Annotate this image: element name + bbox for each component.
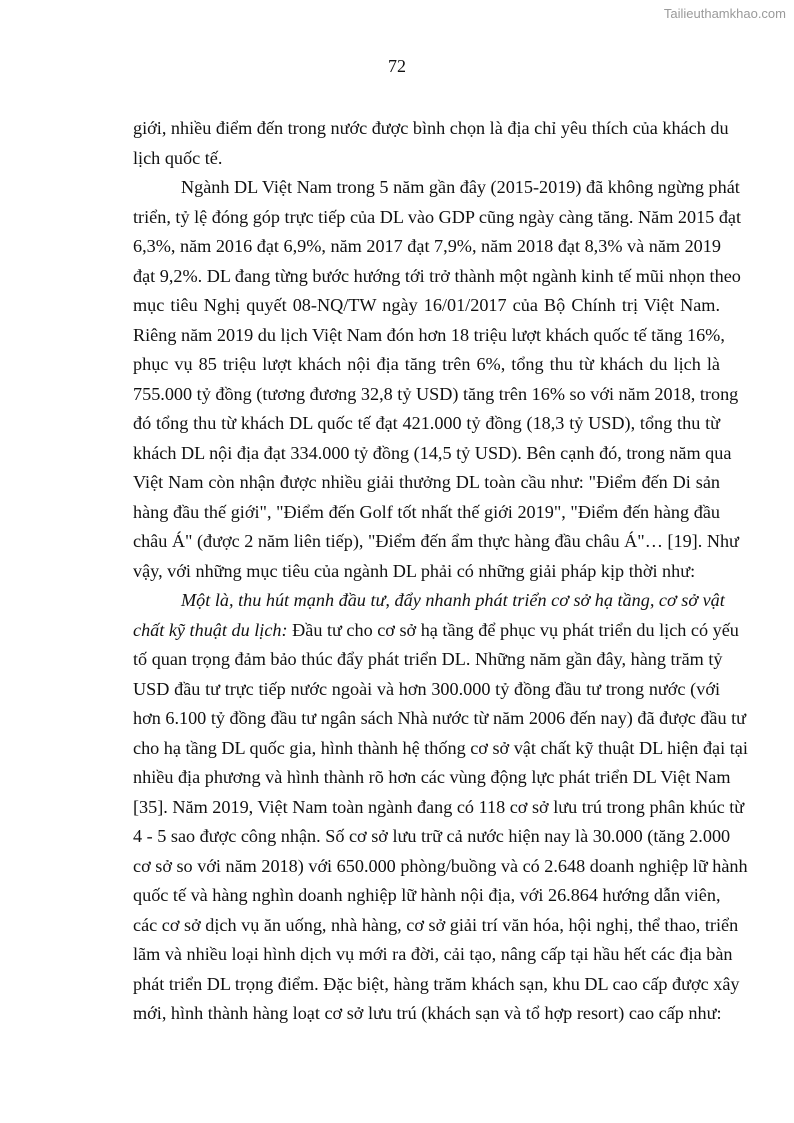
text-line: mục tiêu Nghị quyết 08-NQ/TW ngày 16/01/2017 của Bộ Chính trị Việt Nam. [133,295,720,315]
text-line: triển, tỷ lệ đóng góp trực tiếp của DL vào GDP cũng ngày càng tăng. Năm 2015 đạt [133,206,742,227]
paragraph-start-line: Ngành DL Việt Nam trong 5 năm gần đây (2015-2019) đã không ngừng phát [181,177,740,197]
text-line: 4 - 5 sao được công nhận. Số cơ sở lưu trữ cả nước hiện nay là 30.000 (tăng 2.000 [133,826,731,846]
text-line: hàng đầu thế giới", "Điểm đến Golf tốt nhất thế giới 2019", "Điểm đến hàng đầu [133,501,720,522]
paragraph-start-line [133,586,725,616]
text-line: 755.000 tỷ đồng (tương đương 32,8 tỷ USD) tăng trên 16% so với năm 2018, trong [133,383,739,404]
text-line: cho hạ tầng DL quốc gia, hình thành hệ thống cơ sở vật chất kỹ thuật DL hiện đại tại [133,737,748,758]
watermark-text: Tailieuthamkhao.com [663,6,786,21]
text-line: đạt 9,2%. DL đang từng bước hướng tới trở thành một ngành kinh tế mũi nhọn theo [133,265,741,286]
text-run: Đầu tư cho cơ sở hạ tầng để phục vụ phát triển du lịch có yếu [287,619,739,640]
text-line: vậy, với những mục tiêu của ngành DL phải có những giải pháp kịp thời như: [133,560,696,581]
text-line: mới, hình thành hàng loạt cơ sở lưu trú (khách sạn và tổ hợp resort) cao cấp như: [133,1003,722,1023]
text-line: 6,3%, năm 2016 đạt 6,9%, năm 2017 đạt 7,9%, năm 2018 đạt 8,3% và năm 2019 [133,236,721,256]
text-line: khách DL nội địa đạt 334.000 tỷ đồng (14,5 tỷ USD). Bên cạnh đó, trong năm qua [133,442,732,463]
text-line: lãm và nhiều loại hình dịch vụ mới ra đời, cải tạo, nâng cấp tại hầu hết các địa bàn [133,944,733,964]
page-number: 72 [388,56,406,76]
text-line: quốc tế và hàng nghìn doanh nghiệp lữ hành nội địa, với 26.864 hướng dẫn viên, [133,885,721,905]
text-line: Riêng năm 2019 du lịch Việt Nam đón hơn 18 triệu lượt khách quốc tế tăng 16%, [133,324,725,345]
text-line: các cơ sở dịch vụ ăn uống, nhà hàng, cơ sở giải trí văn hóa, hội nghị, thể thao, triển [133,914,739,935]
text-line: [35]. Năm 2019, Việt Nam toàn ngành đang có 118 cơ sở lưu trú trong phân khúc từ [133,796,745,817]
text-line: châu Á" (được 2 năm liên tiếp), "Điểm đến ẩm thực hàng đầu châu Á"… [19]. Như [133,531,739,551]
text-line: giới, nhiều điểm đến trong nước được bình chọn là địa chỉ yêu thích của khách du [133,118,729,138]
text-line: tố quan trọng đảm bảo thúc đẩy phát triển DL. Những năm gần đây, hàng trăm tỷ [133,649,723,669]
text-line: nhiều địa phương và hình thành rõ hơn các vùng động lực phát triển DL Việt Nam [133,767,731,787]
text-line: USD đầu tư trực tiếp nước ngoài và hơn 300.000 tỷ đồng đầu tư trong nước (với [133,678,720,699]
italic-heading-text: chất kỹ thuật du lịch: [133,619,288,640]
text-line: cơ sở so với năm 2018) với 650.000 phòng/buồng và có 2.648 doanh nghiệp lữ hành [133,855,748,876]
text-line [133,616,739,646]
text-line: Việt Nam còn nhận được nhiều giải thưởng DL toàn cầu như: "Điểm đến Di sản [133,472,720,492]
text-line: phục vụ 85 triệu lượt khách nội địa tăng trên 6%, tổng thu từ khách du lịch là [133,354,720,374]
text-line: lịch quốc tế. [133,147,223,168]
text-line: đó tổng thu từ khách DL quốc tế đạt 421.000 tỷ đồng (18,3 tỷ USD), tổng thu từ [133,413,720,433]
text-line: phát triển DL trọng điểm. Đặc biệt, hàng trăm khách sạn, khu DL cao cấp được xây [133,973,740,994]
italic-heading-text: Một là, thu hút mạnh đầu tư, đẩy nhanh phát triển cơ sở hạ tầng, cơ sở vật [181,590,725,610]
text-line: hơn 6.100 tỷ đồng đầu tư ngân sách Nhà nước từ năm 2006 đến nay) đã được đầu tư [133,708,747,728]
body-text [133,114,748,1029]
